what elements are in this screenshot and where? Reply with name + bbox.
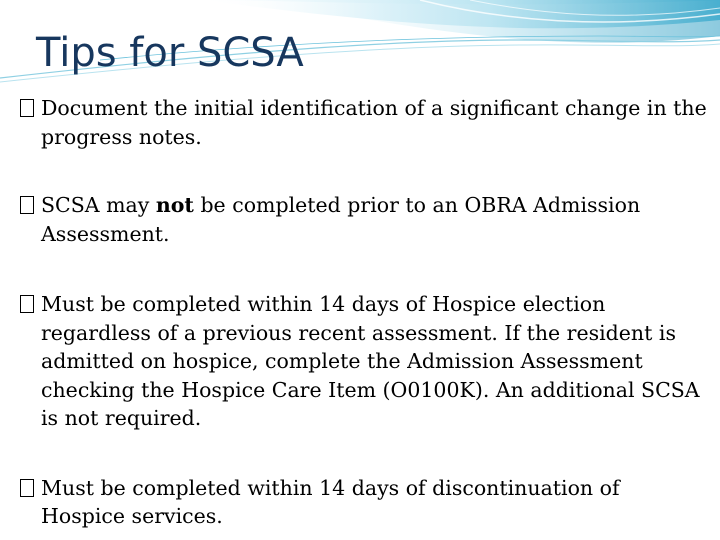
bullet-text-after: be completed prior to an OBRA Admission Assessment.: [41, 193, 641, 246]
bullet-item: [20, 191, 710, 248]
bullet-emphasis: not: [155, 193, 194, 217]
missing-glyph-box-icon: [20, 295, 34, 313]
bullet-list: [20, 94, 710, 531]
bullet-text: Must be completed within 14 days of Hospice election regardless of a previous recent assessment. If the resident is admitted on hospice, complete the Admission Assessment checking the Hospice Care Item (O0100K). An additional SCSA is not required.: [41, 292, 700, 430]
bullet-item: [20, 474, 710, 531]
missing-glyph-box-icon: [20, 479, 34, 497]
slide-title: Tips for SCSA: [36, 30, 304, 76]
missing-glyph-box-icon: [20, 99, 34, 117]
bullet-item: [20, 290, 710, 433]
bullet-text: Document the initial identification of a significant change in the progress notes.: [41, 96, 707, 149]
missing-glyph-box-icon: [20, 196, 34, 214]
bullet-text: SCSA may: [41, 193, 156, 217]
bullet-text: Must be completed within 14 days of discontinuation of Hospice services.: [41, 475, 620, 528]
bullet-item: [20, 94, 710, 151]
